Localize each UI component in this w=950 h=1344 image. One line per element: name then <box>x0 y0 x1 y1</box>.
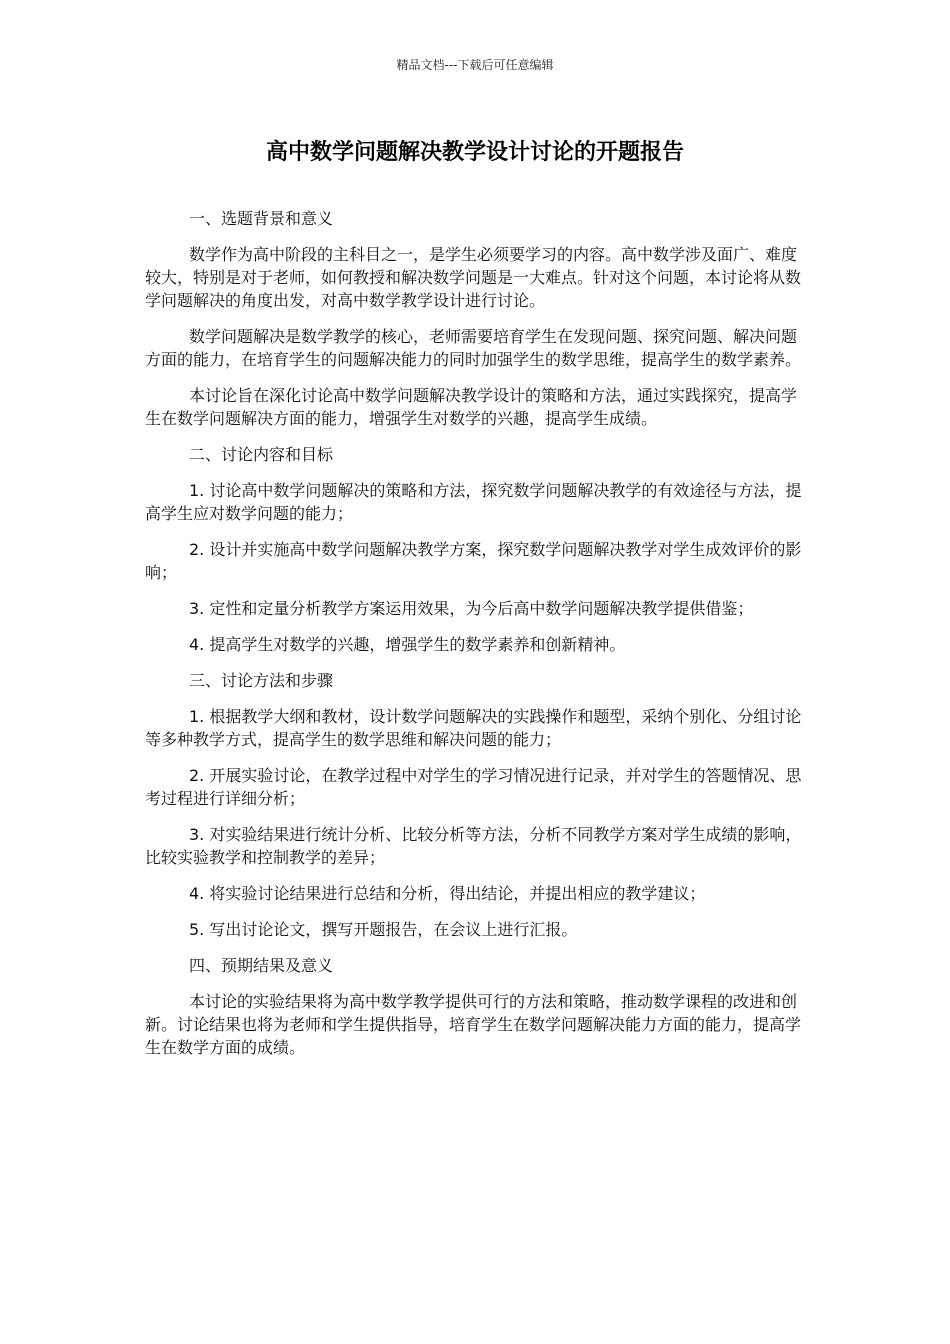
list-item: 4. 提高学生对数学的兴趣，增强学生的数学素养和创新精神。 <box>189 635 626 654</box>
paragraph: 本讨论的实验结果将为高中数学教学提供可行的方法和策略，推动数学课程的改进和创新。讨论结果也将为老师和学生提供指导，培育学生在数学问题解决能力方面的能力，提高学生在数学方面的成绩。 <box>145 992 802 1057</box>
paragraph: 本讨论旨在深化讨论高中数学问题解决教学设计的策略和方法，通过实践探究，提高学生在数学问题解决方面的能力，增强学生对数学的兴趣，提高学生成绩。 <box>145 386 798 428</box>
paragraph: 数学作为高中阶段的主科目之一，是学生必须要学习的内容。高中数学涉及面广、难度较大，特别是对于老师，如何教授和解决数学问题是一大难点。针对这个问题，本讨论将从数学问题解决的角度出发，对高中数学教学设计进行讨论。 <box>145 245 802 310</box>
paragraph: 数学问题解决是数学教学的核心，老师需要培育学生在发现问题、探究问题、解决问题方面的能力，在培育学生的问题解决能力的同时加强学生的数学思维，提高学生的数学素养。 <box>145 327 802 369</box>
document-body <box>145 207 809 1072</box>
list-item: 2. 设计并实施高中数学问题解决教学方案，探究数学问题解决教学对学生成效评价的影响； <box>145 540 802 582</box>
section-heading-4: 四、预期结果及意义 <box>189 956 334 975</box>
list-item: 4. 将实验讨论结果进行总结和分析，得出结论，并提出相应的教学建议； <box>189 884 706 903</box>
list-item: 3. 定性和定量分析教学方案运用效果，为今后高中数学问题解决教学提供借鉴； <box>189 599 754 618</box>
list-item: 1. 根据教学大纲和教材，设计数学问题解决的实践操作和题型，采纳个别化、分组讨论等多种教学方式，提高学生的数学思维和解决问题的能力； <box>145 707 802 749</box>
list-item: 3. 对实验结果进行统计分析、比较分析等方法，分析不同教学方案对学生成绩的影响，比较实验教学和控制教学的差异； <box>145 825 802 867</box>
list-item: 2. 开展实验讨论，在教学过程中对学生的学习情况进行记录，并对学生的答题情况、思考过程进行详细分析； <box>145 766 802 808</box>
header-note: 精品文档---下载后可任意编辑 <box>396 58 554 72</box>
list-item: 5. 写出讨论论文，撰写开题报告，在会议上进行汇报。 <box>189 920 578 939</box>
document-title: 高中数学问题解决教学设计讨论的开题报告 <box>265 140 684 165</box>
section-heading-2: 二、讨论内容和目标 <box>189 445 334 464</box>
section-heading-1: 一、选题背景和意义 <box>189 209 334 228</box>
section-heading-3: 三、讨论方法和步骤 <box>189 671 334 690</box>
list-item: 1. 讨论高中数学问题解决的策略和方法，探究数学问题解决教学的有效途径与方法，提高学生应对数学问题的能力； <box>145 481 802 523</box>
